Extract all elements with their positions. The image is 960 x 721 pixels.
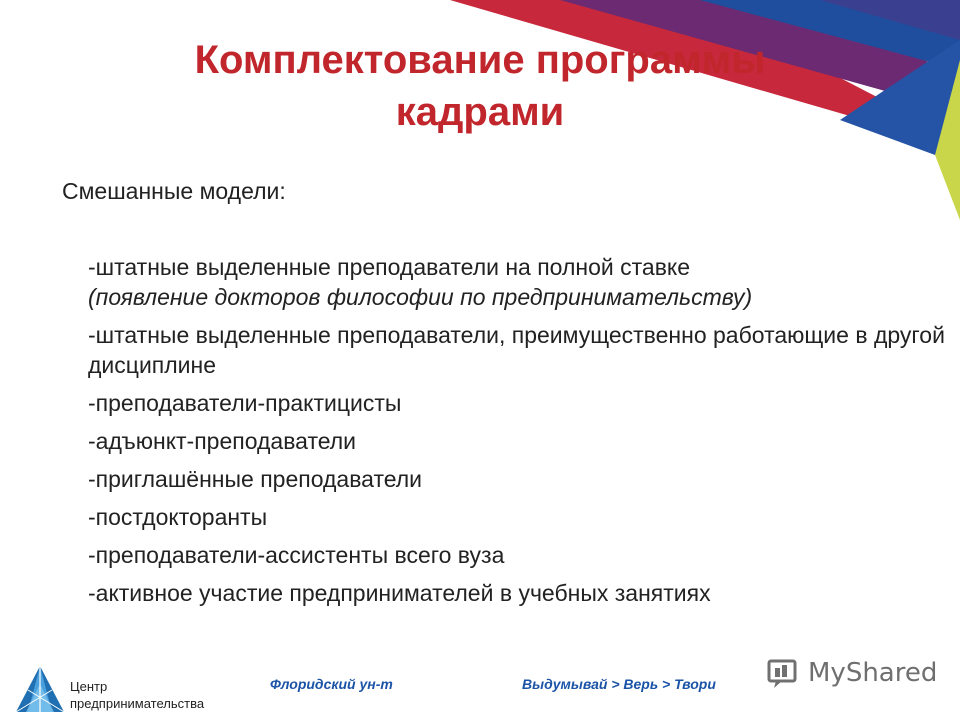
footer-motto: Выдумывай > Верь > Твори	[522, 676, 716, 692]
list-item: -преподаватели-практицисты	[88, 390, 402, 416]
watermark-text: MyShared	[808, 658, 938, 688]
center-logo	[14, 664, 234, 718]
logo-text	[70, 678, 204, 712]
triangle-logo-icon	[14, 664, 66, 716]
list-item: -преподаватели-ассистенты всего вуза	[88, 542, 505, 568]
logo-line-1: Центр	[70, 679, 108, 694]
list-item	[88, 252, 948, 312]
page-title	[0, 34, 960, 138]
list-item: -активное участие предпринимателей в учебных занятиях	[88, 580, 711, 606]
list-item: -постдокторанты	[88, 504, 268, 530]
myshared-icon	[766, 656, 804, 694]
section-subtitle: Смешанные модели:	[62, 178, 286, 204]
list-item-text: -штатные выделенные преподаватели на полной ставке	[88, 254, 691, 280]
list-item: -приглашённые преподаватели	[88, 466, 423, 492]
title-line-2: кадрами	[395, 90, 565, 134]
list-item-note: (появление докторов философии по предпринимательству)	[88, 284, 753, 310]
footer-university: Флоридский ун-т	[270, 676, 393, 692]
myshared-watermark	[766, 656, 936, 696]
logo-line-2: предпринимательства	[70, 696, 205, 711]
title-line-1: Комплектование программы	[194, 38, 766, 82]
list-item: -штатные выделенные преподаватели, преимущественно работающие в другой дисциплине	[88, 322, 945, 378]
items-list	[88, 252, 948, 616]
list-item: -адъюнкт-преподаватели	[88, 428, 357, 454]
